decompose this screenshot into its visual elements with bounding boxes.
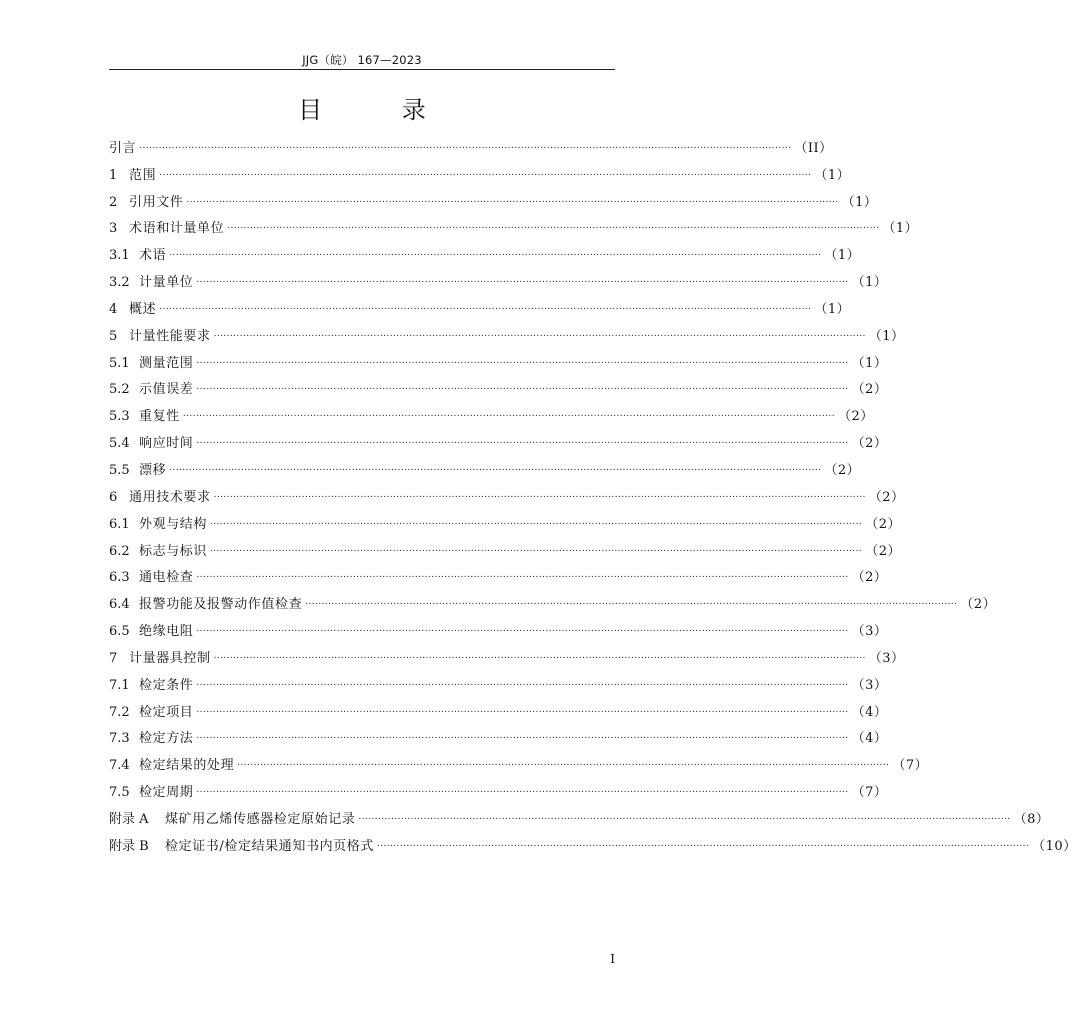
toc-entry-title: 计量器具控制 — [129, 650, 211, 666]
toc-entry-title: 范围 — [129, 167, 157, 183]
toc-entry-title: 测量范围 — [139, 355, 194, 371]
toc-entry[interactable] — [109, 452, 861, 479]
toc-entry-number: 7 — [109, 650, 118, 666]
toc-dot-leader: ........................................................................................................................................................................................................ — [196, 570, 849, 581]
toc-entry-page: （7） — [851, 785, 888, 801]
toc-dot-leader: ........................................................................................................................................................................................................ — [196, 382, 849, 393]
toc-dot-leader: ........................................................................................................................................................................................................ — [196, 275, 849, 286]
page-title: 目 录 — [298, 96, 462, 124]
toc-entry-number: 3.2 — [109, 275, 130, 291]
toc-entry-page: （2） — [868, 489, 905, 505]
toc-entry-page: （1） — [814, 167, 851, 183]
toc-entry-number: 6.2 — [109, 543, 130, 559]
toc-entry-page: （2） — [865, 516, 901, 532]
toc-entry-page: （2） — [960, 597, 997, 613]
toc-entry-number: 4 — [109, 301, 118, 317]
toc-entry-title: 检定方法 — [139, 731, 194, 747]
toc-entry-number: 3 — [109, 221, 118, 237]
toc-dot-leader: ........................................................................................................................................................................................................ — [210, 516, 863, 527]
toc-dot-leader: ........................................................................................................................................................................................................ — [305, 597, 958, 608]
toc-dot-leader: ........................................................................................................................................................................................................ — [196, 731, 849, 742]
toc-entry-page: （4） — [851, 704, 888, 720]
toc-entry-title: 报警功能及报警动作值检查 — [139, 597, 303, 613]
toc-entry-title: 绝缘电阻 — [139, 624, 194, 640]
running-header: JJG（皖） 167—2023 — [302, 53, 422, 67]
toc-dot-leader: ........................................................................................................................................................................................................ — [210, 543, 863, 554]
toc-entry-number: 1 — [109, 167, 118, 183]
toc-entry-title: 检定周期 — [139, 785, 194, 801]
toc-entry-page: （II） — [794, 140, 833, 156]
toc-entry[interactable] — [109, 318, 905, 345]
toc-entry[interactable] — [109, 237, 861, 264]
header-rule — [109, 69, 615, 70]
toc-entry-number: 6.4 — [109, 597, 130, 613]
toc-dot-leader: ........................................................................................................................................................................................................ — [159, 301, 812, 312]
toc-dot-leader: ........................................................................................................................................................................................................ — [376, 838, 1030, 849]
toc-entry-title: 响应时间 — [139, 436, 194, 452]
toc-entry[interactable] — [109, 747, 929, 774]
toc-entry-title: 术语 — [139, 248, 167, 264]
toc-entry-title: 通电检查 — [139, 570, 194, 586]
toc-entry-title: 检定条件 — [139, 677, 194, 693]
toc-entry[interactable] — [109, 184, 878, 211]
toc-entry-page: （2） — [851, 570, 888, 586]
toc-entry-title: 计量单位 — [139, 275, 194, 291]
toc-entry[interactable] — [109, 694, 888, 721]
toc-entry[interactable] — [109, 506, 901, 533]
toc-entry-title: 检定项目 — [139, 704, 194, 720]
toc-entry[interactable] — [109, 211, 919, 238]
toc-entry-title: 漂移 — [139, 462, 167, 478]
toc-entry-page: （1） — [814, 301, 851, 317]
toc-entry[interactable] — [109, 425, 888, 452]
toc-entry-title: 引言 — [109, 140, 137, 156]
toc-entry-page: （3） — [868, 650, 905, 666]
toc-entry-page: （2） — [851, 436, 888, 452]
toc-entry-number: 3.1 — [109, 248, 130, 264]
toc-entry-page: （3） — [851, 624, 888, 640]
toc-entry-title: 示值误差 — [139, 382, 194, 398]
toc-dot-leader: ........................................................................................................................................................................................................ — [196, 677, 849, 688]
toc-dot-leader: ........................................................................................................................................................................................................ — [213, 328, 866, 339]
toc-entry[interactable] — [109, 157, 851, 184]
toc-entry-number: 7.2 — [109, 704, 130, 720]
toc-entry-number: 2 — [109, 194, 118, 210]
toc-dot-leader: ........................................................................................................................................................................................................ — [169, 462, 822, 473]
toc-entry-page: （2） — [851, 382, 888, 398]
toc-dot-leader: ........................................................................................................................................................................................................ — [237, 758, 890, 769]
toc-entry-title: 检定结果的处理 — [139, 758, 235, 774]
toc-entry-number: 5.4 — [109, 436, 130, 452]
table-of-contents — [109, 130, 1077, 855]
toc-entry[interactable] — [109, 640, 905, 667]
toc-entry[interactable] — [109, 533, 901, 560]
toc-entry-number: 6.3 — [109, 570, 130, 586]
toc-entry-title: 概述 — [129, 301, 157, 317]
toc-entry-page: （1） — [841, 194, 878, 210]
toc-entry-number: 5.5 — [109, 462, 130, 478]
toc-dot-leader: ........................................................................................................................................................................................................ — [227, 221, 880, 232]
toc-entry-title: 重复性 — [139, 409, 180, 425]
toc-entry-number: 附录 A — [109, 811, 149, 827]
toc-entry-title: 外观与结构 — [139, 516, 208, 532]
toc-entry-page: （8） — [1013, 811, 1050, 827]
toc-dot-leader: ........................................................................................................................................................................................................ — [196, 355, 849, 366]
toc-dot-leader: ........................................................................................................................................................................................................ — [196, 436, 849, 447]
toc-entry-page: （1） — [851, 275, 888, 291]
toc-entry-title: 煤矿用乙烯传感器检定原始记录 — [165, 811, 356, 827]
toc-dot-leader: ........................................................................................................................................................................................................ — [358, 811, 1011, 822]
toc-dot-leader: ........................................................................................................................................................................................................ — [196, 785, 849, 796]
toc-entry-page: （1） — [882, 221, 919, 237]
toc-dot-leader: ........................................................................................................................................................................................................ — [213, 489, 866, 500]
toc-entry[interactable] — [109, 774, 888, 801]
toc-entry-page: （1） — [868, 328, 905, 344]
toc-entry-number: 7.1 — [109, 677, 130, 693]
toc-dot-leader: ........................................................................................................................................................................................................ — [196, 624, 849, 635]
toc-entry[interactable] — [109, 801, 1050, 828]
toc-entry-title: 通用技术要求 — [129, 489, 211, 505]
toc-entry-title: 标志与标识 — [139, 543, 208, 559]
toc-entry[interactable] — [109, 398, 874, 425]
toc-entry-number: 7.4 — [109, 758, 130, 774]
toc-entry-number: 5.3 — [109, 409, 130, 425]
toc-entry[interactable] — [109, 345, 888, 372]
toc-entry-page: （3） — [851, 677, 888, 693]
toc-dot-leader: ........................................................................................................................................................................................................ — [139, 140, 792, 151]
toc-entry[interactable] — [109, 828, 1077, 855]
toc-entry[interactable] — [109, 264, 888, 291]
toc-entry-title: 术语和计量单位 — [129, 221, 225, 237]
toc-entry-title: 检定证书/检定结果通知书内页格式 — [165, 838, 374, 854]
toc-entry-number: 5.1 — [109, 355, 130, 371]
toc-entry-page: （2） — [824, 462, 861, 478]
toc-entry-title: 引用文件 — [129, 194, 184, 210]
toc-entry[interactable] — [109, 130, 833, 157]
toc-dot-leader: ........................................................................................................................................................................................................ — [159, 167, 812, 178]
toc-dot-leader: ........................................................................................................................................................................................................ — [169, 248, 822, 259]
toc-dot-leader: ........................................................................................................................................................................................................ — [186, 194, 839, 205]
toc-dot-leader: ........................................................................................................................................................................................................ — [196, 704, 849, 715]
toc-entry-title: 计量性能要求 — [129, 328, 211, 344]
toc-entry-page: （1） — [851, 355, 888, 371]
toc-entry-page: （2） — [865, 543, 901, 559]
toc-entry-number: 6.5 — [109, 624, 130, 640]
toc-entry[interactable] — [109, 372, 888, 399]
toc-entry[interactable] — [109, 667, 888, 694]
toc-dot-leader: ........................................................................................................................................................................................................ — [182, 409, 835, 420]
toc-entry-number: 7.5 — [109, 785, 130, 801]
toc-entry-page: （2） — [837, 409, 874, 425]
toc-entry[interactable] — [109, 586, 997, 613]
toc-entry-page: （10） — [1032, 838, 1077, 854]
toc-entry[interactable] — [109, 560, 888, 587]
toc-entry[interactable] — [109, 613, 888, 640]
toc-dot-leader: ........................................................................................................................................................................................................ — [213, 650, 866, 661]
toc-entry[interactable] — [109, 721, 888, 748]
toc-entry-page: （1） — [824, 248, 861, 264]
toc-entry-number: 5.2 — [109, 382, 130, 398]
toc-entry-number: 7.3 — [109, 731, 130, 747]
toc-entry[interactable] — [109, 291, 851, 318]
toc-entry-number: 附录 B — [109, 838, 149, 854]
toc-entry-page: （7） — [892, 758, 929, 774]
toc-entry-number: 5 — [109, 328, 118, 344]
toc-entry-number: 6 — [109, 489, 118, 505]
toc-entry-number: 6.1 — [109, 516, 130, 532]
toc-entry-page: （4） — [851, 731, 888, 747]
page-number: I — [610, 952, 615, 966]
toc-entry[interactable] — [109, 479, 905, 506]
